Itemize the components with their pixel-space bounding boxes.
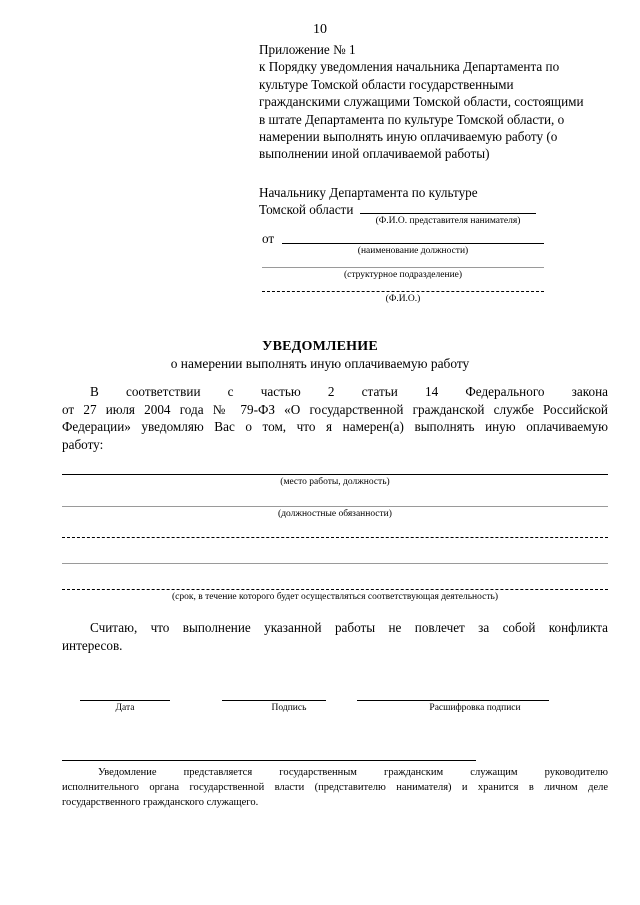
- date-label: Дата: [115, 703, 135, 713]
- body-line: от 27 июля 2004 года № 79-ФЗ «О государственной гражданской службе Российской: [62, 401, 608, 417]
- page-number: 10: [313, 22, 327, 37]
- footnote-separator: [62, 760, 476, 761]
- notice-title: УВЕДОМЛЕНИЕ: [262, 339, 378, 354]
- duties-extra-line-2[interactable]: [62, 563, 608, 564]
- appendix-line: культуре Томской области государственными: [259, 76, 514, 92]
- signature-decoding-field[interactable]: [357, 700, 549, 701]
- appendix-line: Приложение № 1: [259, 42, 356, 57]
- fio-caption: (Ф.И.О.): [385, 294, 421, 304]
- signature-field[interactable]: [222, 700, 326, 701]
- workplace-field[interactable]: [62, 474, 608, 475]
- duties-field[interactable]: [62, 506, 608, 507]
- body-line: работу:: [62, 436, 104, 452]
- department-caption: (структурное подразделение): [343, 270, 463, 280]
- signature-decoding-label: Расшифровка подписи: [429, 703, 521, 713]
- duties-extra-line-1[interactable]: [62, 537, 608, 538]
- position-caption: (наименование должности): [357, 246, 469, 256]
- appendix-header: [259, 41, 619, 163]
- workplace-caption: (место работы, должность): [280, 477, 390, 487]
- conclusion-line: интересов.: [62, 637, 123, 653]
- period-field[interactable]: [62, 589, 608, 590]
- addressee-line-2: Томской области: [259, 202, 354, 217]
- body-line: В соответствии с частью 2 статьи 14 Федерального закона: [90, 384, 608, 399]
- from-label: от: [262, 231, 275, 246]
- period-caption: (срок, в течение которого будет осуществляться соответствующая деятельность): [172, 592, 498, 602]
- footnote-line: исполнительного органа государственной власти (представителю нанимателя) и хранится в личном деле: [62, 782, 608, 793]
- appendix-line: намерении выполнять иную оплачиваемую работу (о: [259, 129, 558, 145]
- appendix-line: в штате Департамента по культуре Томской области, о: [259, 111, 565, 127]
- representative-caption: (Ф.И.О. представителя нанимателя): [375, 216, 521, 226]
- signature-label: Подпись: [271, 703, 307, 713]
- footnote-line: Уведомление представляется государственным гражданским служащим руководителю: [98, 767, 608, 778]
- footnote: [62, 765, 608, 810]
- position-field[interactable]: [282, 243, 544, 244]
- addressee-line-1: Начальнику Департамента по культуре: [259, 185, 478, 200]
- appendix-line: выполнении иной оплачиваемой работы): [259, 146, 490, 162]
- notice-body: [62, 383, 608, 453]
- conclusion: [62, 619, 608, 654]
- appendix-line: гражданскими служащими Томской области, состоящими: [259, 94, 584, 110]
- conclusion-line: Считаю, что выполнение указанной работы не повлечет за собой конфликта: [90, 620, 608, 635]
- appendix-line: к Порядку уведомления начальника Департамента по: [259, 59, 560, 75]
- representative-name-field[interactable]: [360, 213, 536, 214]
- fio-field[interactable]: [262, 291, 544, 292]
- date-field[interactable]: [80, 700, 170, 701]
- footnote-line: государственного гражданского служащего.: [62, 797, 259, 808]
- department-field[interactable]: [262, 267, 544, 268]
- body-line: Федерации» уведомляю Вас о том, что я намерен(а) выполнять иную оплачиваемую: [62, 419, 608, 435]
- notice-subtitle: о намерении выполнять иную оплачиваемую работу: [170, 356, 470, 371]
- duties-caption: (должностные обязанности): [278, 509, 392, 519]
